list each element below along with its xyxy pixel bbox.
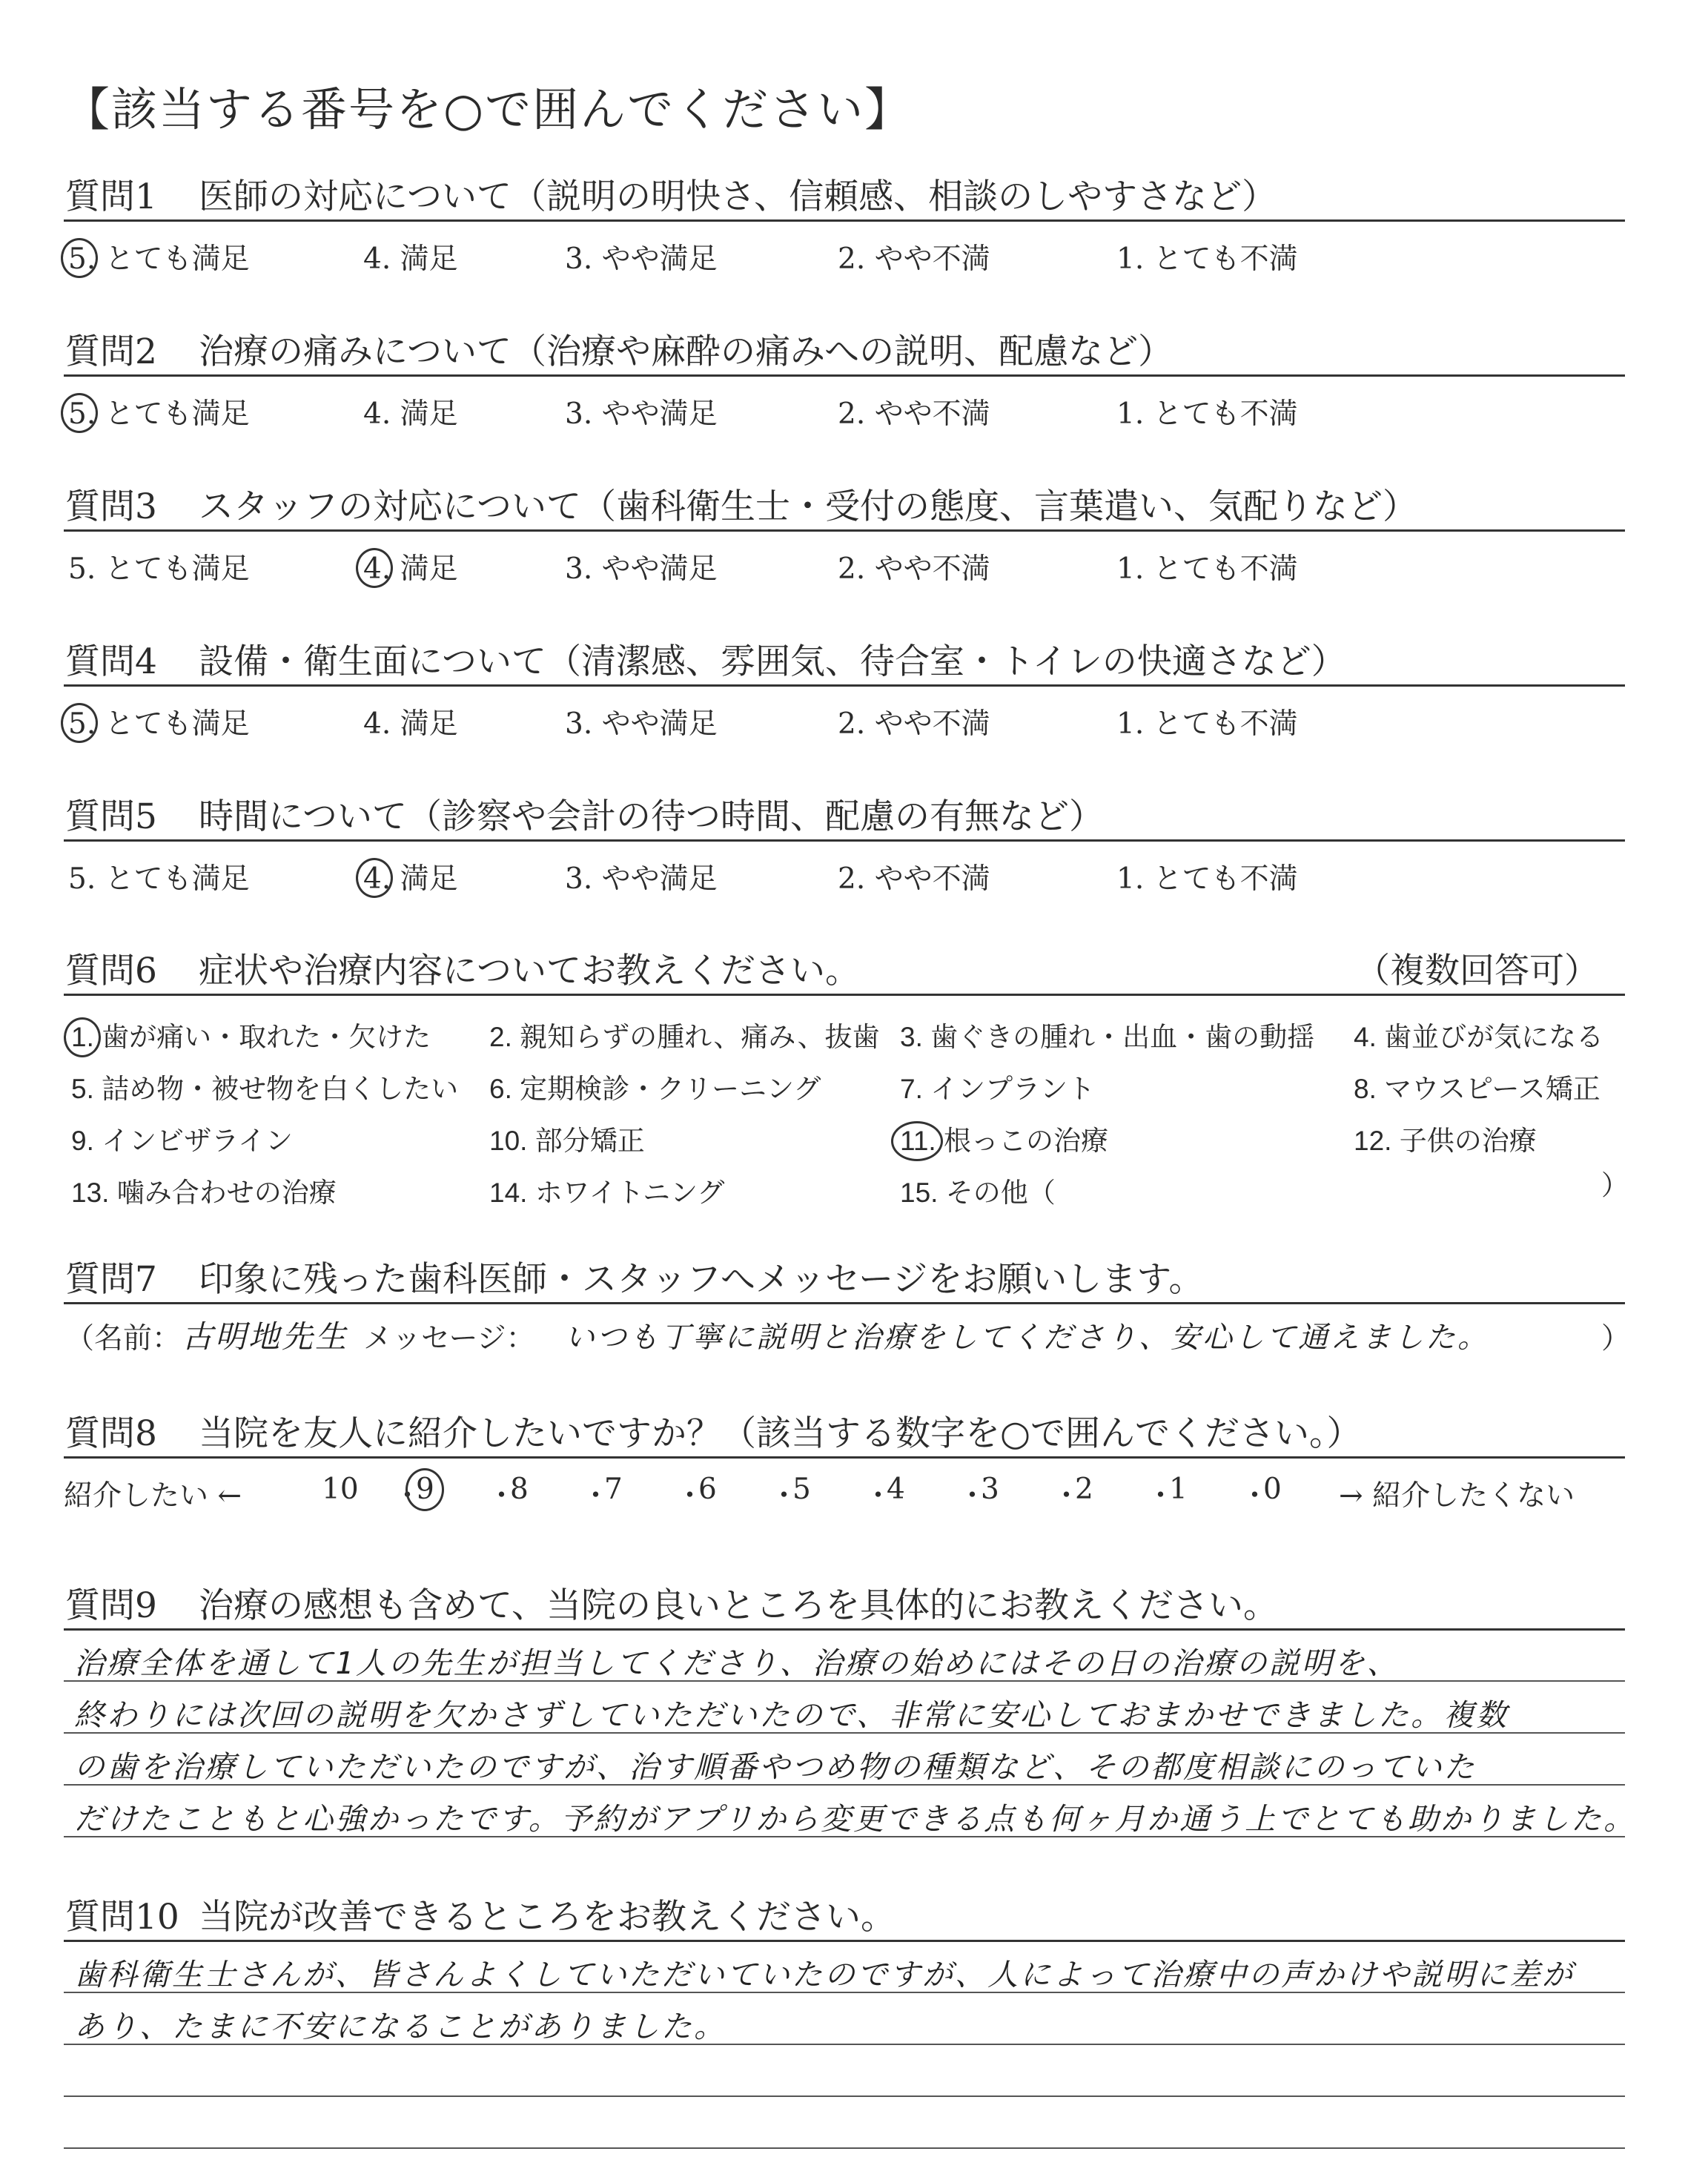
option-label: その他（ [938, 1178, 1056, 1208]
scale-separator: ・ [769, 1479, 799, 1513]
rating-option-4[interactable] [363, 701, 458, 742]
rating-option-3[interactable] [565, 701, 718, 742]
option-label: やや満足 [592, 397, 718, 431]
q8-rule [64, 1456, 1625, 1459]
option-label: とても不満 [1144, 707, 1298, 741]
option-number: 4. [1354, 1022, 1377, 1052]
option-number: 2. [838, 707, 866, 741]
q6-option-15[interactable] [900, 1170, 1056, 1210]
question-title-text: 時間について（診察や会計の待つ時間、配慮の有無など） [199, 796, 1105, 837]
option-number: 11. [900, 1126, 936, 1156]
question-rule [64, 529, 1625, 532]
scale-value-1[interactable]: 1 [1169, 1473, 1188, 1506]
option-number: 1. [1116, 397, 1145, 431]
option-label: 定期検診・クリーニング [512, 1074, 821, 1104]
q8-title [65, 1406, 1362, 1456]
option-label: インビザライン [93, 1126, 294, 1156]
q6-option-9[interactable] [71, 1118, 293, 1158]
q6-number: 質問6 [65, 951, 157, 991]
option-number: 3. [900, 1022, 923, 1052]
option-number: 2. [838, 397, 866, 431]
q6-option-11[interactable] [900, 1118, 1108, 1158]
option-number: 9. [71, 1126, 94, 1156]
rating-option-2[interactable] [838, 236, 990, 277]
q6-option-5[interactable] [71, 1066, 458, 1106]
option-number: 3. [565, 242, 593, 276]
option-label: 詰め物・被せ物を白くしたい [93, 1074, 459, 1104]
option-label: 歯ぐきの腫れ・出血・歯の動揺 [922, 1022, 1315, 1052]
option-number: 15. [900, 1178, 939, 1208]
option-label: 部分矯正 [527, 1126, 645, 1156]
option-number: 5. [68, 242, 96, 276]
rating-option-3[interactable] [565, 236, 718, 277]
scale-separator: ・ [581, 1479, 611, 1513]
handwritten-line: の歯を治療していただいたのですが、治す順番やつめ物の種類など、その都度相談にのっていた [74, 1749, 1477, 1785]
option-label: やや不満 [865, 707, 990, 741]
q7-number: 質問7 [65, 1259, 157, 1300]
option-number: 4. [363, 862, 391, 896]
option-label: 子供の治療 [1391, 1126, 1537, 1156]
q9-number: 質問9 [65, 1585, 157, 1626]
q6-option-1[interactable] [71, 1014, 431, 1054]
option-label: 満足 [391, 862, 458, 896]
option-number: 4. [363, 707, 391, 741]
q7-close-paren: ） [1601, 1322, 1631, 1355]
q6-close-paren: ） [1601, 1169, 1629, 1201]
option-number: 7. [900, 1074, 923, 1104]
option-label: とても満足 [96, 397, 250, 431]
rating-option-1[interactable] [1116, 701, 1298, 742]
option-label: やや不満 [865, 862, 990, 896]
q6-option-4[interactable] [1354, 1014, 1603, 1054]
q6-rule [64, 994, 1625, 996]
rating-option-1[interactable] [1116, 236, 1298, 277]
q1-title [65, 169, 1277, 219]
option-label: マウスピース矯正 [1376, 1074, 1601, 1104]
q10-rule [64, 1940, 1625, 1942]
scale-value-6[interactable]: 6 [698, 1473, 717, 1506]
scale-value-4[interactable]: 4 [887, 1473, 905, 1506]
option-label: とても満足 [96, 242, 250, 276]
q5-title [65, 789, 1104, 839]
option-label: 満足 [391, 552, 458, 586]
rating-option-5[interactable] [68, 546, 250, 587]
q7-name-value: 古明地先生 [182, 1318, 349, 1355]
option-number: 5. [68, 552, 96, 586]
option-label: 歯が痛い・取れた・欠けた [93, 1022, 431, 1052]
question-title-text: 医師の対応について（説明の明快さ、信頼感、相談のしやすさなど） [199, 176, 1277, 217]
question-rule [64, 374, 1625, 377]
option-label: 根っこの治療 [936, 1126, 1108, 1156]
q6-option-7[interactable] [900, 1066, 1095, 1106]
option-label: とても不満 [1144, 862, 1298, 896]
option-label: とても不満 [1144, 242, 1298, 276]
q10-title-text: 当院が改善できるところをお教えください。 [199, 1897, 896, 1938]
rating-option-4[interactable] [363, 546, 458, 587]
q7-name-label: （名前： [65, 1322, 182, 1355]
option-label: やや満足 [592, 707, 718, 741]
rating-option-2[interactable] [838, 856, 990, 897]
scale-separator: ・ [1146, 1479, 1176, 1513]
option-number: 1. [1116, 242, 1145, 276]
rating-option-2[interactable] [838, 546, 990, 587]
scale-separator: ・ [675, 1479, 705, 1513]
option-number: 8. [1354, 1074, 1377, 1104]
question-title-text: 治療の痛みについて（治療や麻酔の痛みへの説明、配慮など） [199, 331, 1174, 372]
rating-option-5[interactable] [68, 856, 250, 897]
option-label: やや満足 [592, 242, 718, 276]
option-label: 噛み合わせの治療 [109, 1178, 337, 1208]
option-label: インプラント [922, 1074, 1096, 1104]
option-number: 10. [489, 1126, 528, 1156]
option-number: 1. [1116, 707, 1145, 741]
q8-title-text: 当院を友人に紹介したいですか？（該当する数字を○で囲んでください。） [199, 1413, 1362, 1454]
option-label: やや不満 [865, 242, 990, 276]
option-number: 1. [71, 1022, 94, 1052]
q6-option-6[interactable] [489, 1066, 821, 1106]
option-number: 3. [565, 862, 593, 896]
option-number: 5. [68, 707, 96, 741]
question-title-text: 設備・衛生面について（清潔感、雰囲気、待合室・トイレの快適さなど） [199, 641, 1346, 682]
option-number: 14. [489, 1178, 528, 1208]
scale-value-9[interactable]: 9 [416, 1473, 434, 1506]
question-rule [64, 839, 1625, 842]
rating-option-5[interactable] [68, 236, 250, 277]
option-number: 5. [71, 1074, 94, 1104]
q6-option-14[interactable] [489, 1170, 724, 1210]
option-label: 満足 [391, 707, 458, 741]
form-heading: 【該当する番号を○で囲んでください】 [64, 82, 913, 136]
scale-value-2[interactable]: 2 [1075, 1473, 1093, 1506]
q10-number: 質問10 [65, 1897, 179, 1938]
question-title-text: スタッフの対応について（歯科衛生士・受付の態度、言葉遣い、気配りなど） [199, 486, 1418, 527]
option-label: とても不満 [1144, 552, 1298, 586]
scale-separator: ・ [487, 1479, 517, 1513]
rating-option-1[interactable] [1116, 856, 1298, 897]
rating-option-2[interactable] [838, 391, 990, 432]
option-number: 1. [1116, 552, 1145, 586]
scale-separator: ・ [958, 1479, 987, 1513]
option-label: 親知らずの腫れ、痛み、抜歯 [512, 1022, 880, 1052]
question-number: 質問2 [65, 331, 157, 372]
scale-value-10[interactable]: 10 [322, 1473, 359, 1506]
question-number: 質問5 [65, 796, 157, 837]
option-label: 歯並びが気になる [1376, 1022, 1604, 1052]
option-label: やや不満 [865, 397, 990, 431]
q6-title-text: 症状や治療内容についてお教えください。 [199, 951, 861, 991]
option-number: 2. [838, 862, 866, 896]
option-label: とても不満 [1144, 397, 1298, 431]
q9-rule [64, 1628, 1625, 1631]
q6-option-3[interactable] [900, 1014, 1314, 1054]
q7-message-label: メッセージ： [363, 1322, 535, 1355]
rating-option-3[interactable] [565, 546, 718, 587]
handwritten-line: だけたこともと心強かったです。予約がアプリから変更できる点も何ヶ月か通う上でとても助かりました。 [74, 1801, 1637, 1837]
q7-title [65, 1252, 1203, 1301]
handwritten-line: 治療全体を通して1人の先生が担当してくださり、治療の始めにはその日の治療の説明を、 [74, 1645, 1400, 1681]
handwritten-line: あり、たまに不安になることがありました。 [74, 2009, 726, 2044]
q9-title [65, 1578, 1278, 1628]
scale-separator: ・ [1052, 1479, 1082, 1513]
q6-option-10[interactable] [489, 1118, 645, 1158]
option-label: やや不満 [865, 552, 990, 586]
q8-right-label: → 紹介したくない [1339, 1479, 1575, 1513]
q3-title [65, 479, 1417, 529]
option-number: 2. [838, 242, 866, 276]
q7-message-value: いつも丁寧に説明と治療をしてくださり、安心して通えました。 [565, 1321, 1489, 1355]
scale-separator: ・ [1240, 1479, 1270, 1513]
rating-option-5[interactable] [68, 701, 250, 742]
q4-title [65, 634, 1346, 684]
option-number: 2. [838, 552, 866, 586]
q6-title [65, 943, 860, 993]
option-number: 4. [363, 552, 391, 586]
handwritten-line: 歯科衛生士さんが、皆さんよくしていただいていたのですが、人によって治療中の声かけや説明に差が [74, 1957, 1575, 1992]
scale-value-5[interactable]: 5 [792, 1473, 811, 1506]
q2-title [65, 324, 1173, 374]
question-number: 質問3 [65, 486, 157, 527]
option-label: とても満足 [96, 862, 250, 896]
rating-option-5[interactable] [68, 391, 250, 432]
q6-option-8[interactable] [1354, 1066, 1601, 1106]
scale-value-7[interactable]: 7 [604, 1473, 623, 1506]
q6-option-2[interactable] [489, 1014, 880, 1054]
option-number: 12. [1354, 1126, 1392, 1156]
q6-option-13[interactable] [71, 1170, 337, 1210]
scale-separator: ・ [864, 1479, 893, 1513]
option-number: 2. [489, 1022, 512, 1052]
scale-separator: ・ [393, 1479, 423, 1513]
writing-line [64, 2095, 1625, 2097]
q9-title-text: 治療の感想も含めて、当院の良いところを具体的にお教えください。 [199, 1585, 1279, 1626]
option-number: 13. [71, 1178, 110, 1208]
rating-option-4[interactable] [363, 236, 458, 277]
rating-option-2[interactable] [838, 701, 990, 742]
option-number: 3. [565, 397, 593, 431]
option-label: やや満足 [592, 862, 718, 896]
option-number: 4. [363, 242, 391, 276]
option-label: 満足 [391, 242, 458, 276]
rating-option-1[interactable] [1116, 546, 1298, 587]
option-label: とても満足 [96, 707, 250, 741]
q8-number: 質問8 [65, 1413, 157, 1454]
option-label: やや満足 [592, 552, 718, 586]
option-number: 3. [565, 707, 593, 741]
option-number: 5. [68, 397, 96, 431]
rating-option-3[interactable] [565, 391, 718, 432]
q8-left-label: 紹介したい ← [64, 1479, 242, 1513]
option-number: 5. [68, 862, 96, 896]
option-label: とても満足 [96, 552, 250, 586]
rating-option-3[interactable] [565, 856, 718, 897]
option-number: 1. [1116, 862, 1145, 896]
scale-value-0[interactable]: 0 [1263, 1473, 1282, 1506]
option-number: 3. [565, 552, 593, 586]
question-rule [64, 684, 1625, 687]
rating-option-4[interactable] [363, 391, 458, 432]
option-label: 満足 [391, 397, 458, 431]
scale-value-3[interactable]: 3 [981, 1473, 999, 1506]
rating-option-1[interactable] [1116, 391, 1298, 432]
rating-option-4[interactable] [363, 856, 458, 897]
question-rule [64, 219, 1625, 222]
q6-note: （複数回答可） [1355, 951, 1599, 991]
option-label: ホワイトニング [527, 1178, 725, 1208]
writing-line [64, 2147, 1625, 2149]
q7-title-text: 印象に残った歯科医師・スタッフへメッセージをお願いします。 [199, 1259, 1204, 1300]
scale-value-8[interactable]: 8 [510, 1473, 529, 1506]
question-number: 質問1 [65, 176, 157, 217]
q6-option-12[interactable] [1354, 1118, 1537, 1158]
q7-rule [64, 1302, 1625, 1304]
option-number: 6. [489, 1074, 512, 1104]
question-number: 質問4 [65, 641, 157, 682]
q10-title [65, 1889, 896, 1939]
handwritten-line: 終わりには次回の説明を欠かさずしていただいたので、非常に安心しておまかせできました。複数 [74, 1697, 1509, 1733]
option-number: 4. [363, 397, 391, 431]
